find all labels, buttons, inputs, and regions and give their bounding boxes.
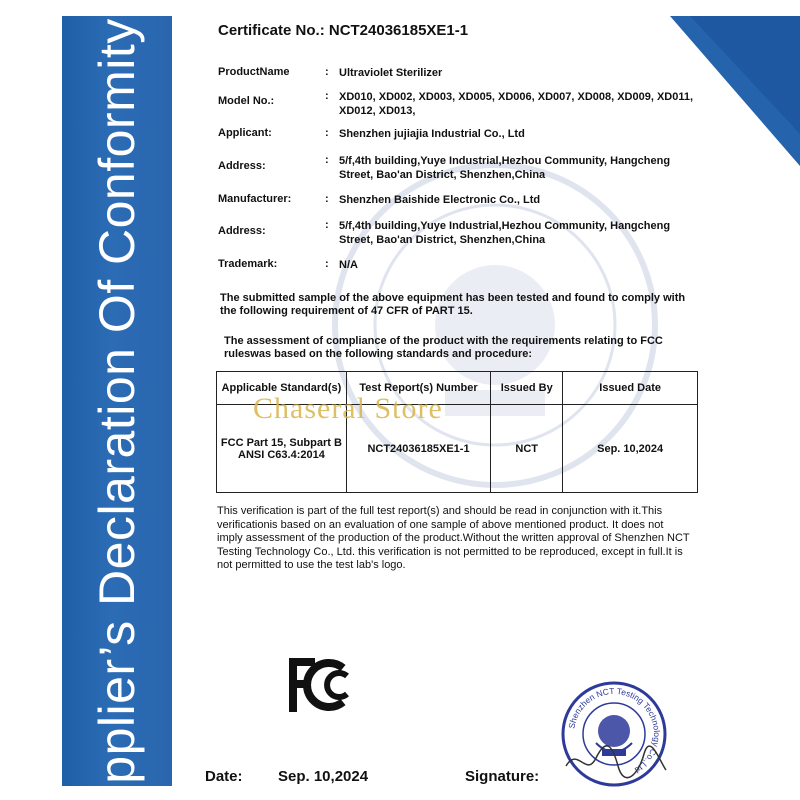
table-header: Applicable Standard(s): [217, 372, 347, 405]
field-value: XD010, XD002, XD003, XD005, XD006, XD007, XD008, XD009, XD011, XD012, XD013,: [339, 91, 694, 117]
field-value: N/A: [339, 259, 358, 271]
svg-text:Shenzhen NCT Testing Technolog: Shenzhen NCT Testing Technology Co.,Ltd: [566, 685, 663, 776]
field-colon: :: [325, 154, 329, 166]
field-value: 5/f,4th building,Yuye Industrial,Hezhou Community, Hangcheng Street, Bao'an District, Shenzhen,China: [339, 155, 671, 181]
date-label: Date:: [205, 768, 243, 785]
standard-line: ANSI C63.4:2014: [238, 448, 325, 461]
field-colon: :: [325, 127, 329, 139]
signature-label: Signature:: [465, 768, 540, 785]
field-label: Applicant:: [218, 127, 272, 139]
field-colon: :: [325, 66, 329, 78]
assessment-statement: The assessment of compliance of the product with the requirements relating to FCC ruleswas based on the following standards and procedure:: [224, 335, 663, 360]
field-colon: :: [325, 258, 329, 270]
table-cell-report: NCT24036185XE1-1: [346, 405, 490, 493]
store-watermark: Chaseral Store: [253, 392, 443, 425]
table-header: Issued By: [491, 372, 563, 405]
field-label: Address:: [218, 225, 266, 237]
fcc-logo-icon: [285, 654, 357, 721]
signature-scribble-icon: [560, 736, 670, 786]
table-cell-issuer: NCT: [491, 405, 563, 493]
certificate-label: Certificate No.:: [218, 22, 325, 39]
verification-text: This verification is part of the full test report(s) and should be read in conjunction with it.This verificationis based on an evaluation of one sample of above mentioned product. It does not imply assessment of the production of the product.Without the written approval of Shenzhen NCT Testing Technology Co., Ltd. this verification is not permitted to be reproduced, except in full.It is not permitted to use the test lab's logo.: [217, 505, 690, 571]
field-label: Manufacturer:: [218, 193, 292, 205]
certificate-number: NCT24036185XE1-1: [328, 22, 469, 39]
field-colon: :: [325, 90, 329, 102]
field-value: Ultraviolet Sterilizer: [339, 67, 443, 79]
spine-banner: [62, 16, 172, 786]
standard-line: FCC Part 15, Subpart B: [220, 436, 342, 449]
spine-title: pplier’s Declaration Of Conformity: [89, 18, 145, 784]
field-label: Model No.:: [218, 95, 275, 107]
field-colon: :: [325, 219, 329, 231]
field-value: 5/f,4th building,Yuye Industrial,Hezhou Community, Hangcheng Street, Bao'an District, Shenzhen,China: [339, 220, 671, 246]
field-label: ProductName: [218, 66, 290, 78]
compliance-statement: The submitted sample of the above equipment has been tested and found to comply with the following requirement of 47 CFR of PART 15.: [220, 292, 686, 317]
field-value: Shenzhen Baishide Electronic Co., Ltd: [339, 194, 541, 206]
field-label: Address:: [218, 160, 266, 172]
table-header: Issued Date: [563, 372, 698, 405]
certificate-number-line: [218, 22, 468, 39]
field-colon: :: [325, 193, 329, 205]
date-value: Sep. 10,2024: [278, 768, 369, 785]
field-value: Shenzhen jujiajia Industrial Co., Ltd: [339, 128, 525, 140]
table-cell-date: Sep. 10,2024: [563, 405, 698, 493]
table-header: Test Report(s) Number: [346, 372, 490, 405]
standards-table: [216, 371, 698, 493]
field-label: Trademark:: [218, 258, 278, 270]
